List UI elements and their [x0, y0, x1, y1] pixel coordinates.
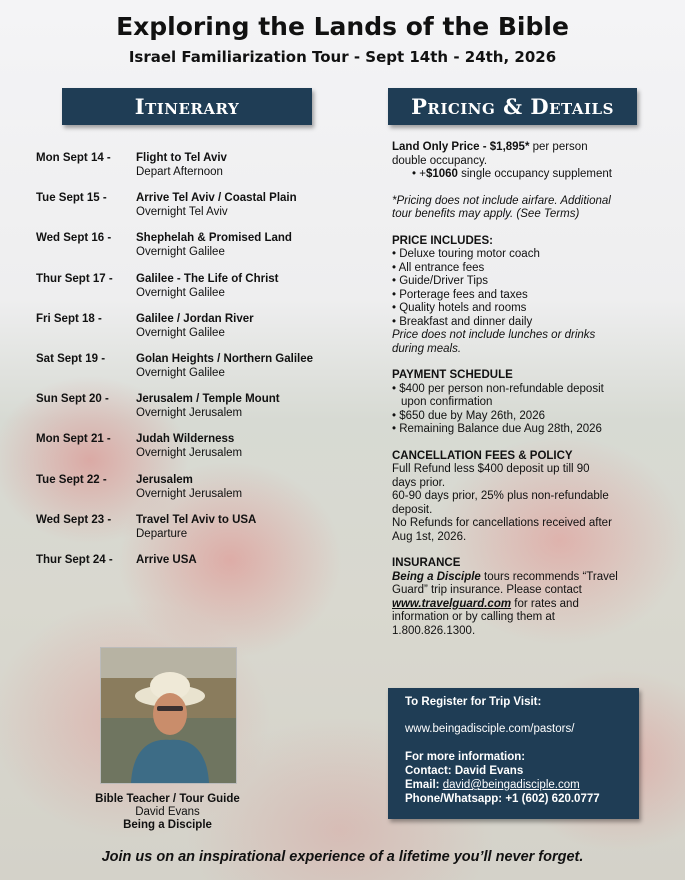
- cancellation-line: Full Refund less $400 deposit up till 90: [392, 463, 590, 475]
- payment-heading: PAYMENT SCHEDULE: [392, 369, 513, 381]
- itinerary-item: [36, 513, 356, 553]
- insurance-text: [392, 571, 654, 585]
- itinerary-place: Jerusalem / Temple Mount: [136, 393, 280, 406]
- cancellation-heading: CANCELLATION FEES & POLICY: [392, 449, 573, 462]
- cancellation-line: days prior.: [392, 476, 446, 489]
- pricing-details: [392, 141, 654, 638]
- cancellation-line: No Refunds for cancellations received after: [392, 517, 612, 529]
- itinerary-item: [36, 191, 356, 231]
- includes-item: • Deluxe touring motor coach: [392, 248, 540, 260]
- land-only-rest: per person: [529, 141, 588, 153]
- itinerary-item: [36, 272, 356, 312]
- payment-item: • $400 per person non-refundable deposit: [392, 382, 604, 395]
- itinerary-note: Overnight Jerusalem: [136, 487, 243, 500]
- itinerary-note: Depart Afternoon: [136, 166, 223, 178]
- itinerary-place: Arrive USA: [136, 553, 197, 566]
- itinerary-item: [36, 231, 356, 271]
- registration-box: [388, 688, 639, 819]
- itinerary-heading: Itinerary: [62, 88, 312, 125]
- itinerary-note: Overnight Galilee: [136, 246, 225, 259]
- email-link[interactable]: david@beingadisciple.com: [442, 779, 580, 791]
- itinerary-place: Shephelah & Promised Land: [136, 232, 292, 245]
- page-subtitle: Israel Familiarization Tour - Sept 14th - 24th, 2026: [128, 48, 557, 66]
- itinerary-item: [36, 432, 356, 472]
- itinerary-item: [36, 553, 356, 593]
- itinerary-item: [36, 392, 356, 432]
- supplement-amount: $1060: [425, 168, 458, 180]
- insurance-text: [392, 598, 654, 612]
- info-heading-text: For more information:: [405, 751, 526, 763]
- itinerary-note: Overnight Jerusalem: [136, 407, 243, 420]
- insurance-text-part: for rates and: [511, 597, 579, 610]
- includes-item: • Guide/Driver Tips: [392, 275, 489, 287]
- itinerary-item: [36, 352, 356, 392]
- includes-item: • All entrance fees: [392, 261, 485, 274]
- guide-role: Bible Teacher / Tour Guide: [95, 793, 240, 805]
- register-url[interactable]: www.beingadisciple.com/pastors/: [405, 723, 575, 735]
- phone-line: [405, 793, 600, 807]
- email-label: Email:: [405, 779, 440, 791]
- airfare-note: tour benefits may apply. (See Terms): [392, 208, 580, 220]
- pricing-heading: Pricing & Details: [388, 88, 637, 125]
- itinerary-place: Jerusalem: [136, 473, 193, 486]
- itinerary-day: Wed Sept 16 -: [36, 232, 112, 245]
- itinerary-day: Sat Sept 19 -: [36, 352, 106, 365]
- phone-label: Phone/Whatsapp:: [405, 793, 503, 805]
- itinerary-day: Tue Sept 15 -: [36, 192, 107, 205]
- guide-org: Being a Disciple: [123, 819, 212, 831]
- includes-item: • Porterage fees and taxes: [392, 288, 528, 301]
- itinerary-day: Wed Sept 23 -: [36, 513, 112, 526]
- register-heading: [405, 696, 541, 710]
- itinerary-day: Sun Sept 20 -: [36, 393, 109, 406]
- land-only-price: [392, 141, 654, 155]
- page-title: Exploring the Lands of the Bible: [116, 12, 569, 41]
- contact-value: David Evans: [451, 765, 524, 777]
- itinerary-item: [36, 312, 356, 352]
- email-line: [405, 779, 580, 793]
- itinerary-day: Thur Sept 17 -: [36, 272, 113, 285]
- info-heading: [405, 751, 525, 765]
- itinerary-day: Fri Sept 18 -: [36, 312, 102, 325]
- insurance-text: information or by calling them at: [392, 611, 555, 623]
- airfare-note: *Pricing does not include airfare. Additional: [392, 194, 611, 207]
- itinerary-place: Golan Heights / Northern Galilee: [136, 352, 314, 365]
- itinerary-place: Galilee - The Life of Christ: [136, 272, 279, 285]
- includes-heading: PRICE INCLUDES:: [392, 234, 493, 247]
- excludes-note: during meals.: [392, 342, 462, 355]
- payment-item: upon confirmation: [401, 396, 493, 408]
- supplement-bullet: • +: [412, 168, 426, 180]
- contact-label: Contact:: [405, 765, 452, 777]
- itinerary-day: Mon Sept 14 -: [36, 152, 111, 164]
- guide-photo: [100, 647, 237, 784]
- guide-name: David Evans: [135, 806, 200, 818]
- itinerary-note: Departure: [136, 527, 188, 540]
- itinerary-note: Overnight Tel Aviv: [136, 206, 228, 219]
- phone-value: +1 (602) 620.0777: [502, 793, 600, 805]
- itinerary-note: Overnight Galilee: [136, 286, 225, 299]
- contact-line: [405, 765, 523, 779]
- itinerary-place: Flight to Tel Aviv: [136, 152, 227, 164]
- occupancy-text: double occupancy.: [392, 154, 488, 167]
- itinerary-place: Travel Tel Aviv to USA: [136, 513, 257, 526]
- payment-item: • Remaining Balance due Aug 28th, 2026: [392, 423, 602, 435]
- cancellation-line: 60-90 days prior, 25% plus non-refundable: [392, 490, 609, 502]
- itinerary-note: Overnight Galilee: [136, 366, 225, 379]
- travelguard-link[interactable]: www.travelguard.com: [392, 597, 512, 610]
- itinerary-item: [36, 151, 356, 191]
- single-supplement: [392, 168, 654, 182]
- itinerary-note: Overnight Galilee: [136, 326, 225, 339]
- insurance-text-part: tours recommends “Travel: [480, 570, 618, 583]
- insurance-phone: 1.800.826.1300.: [392, 624, 476, 637]
- includes-item: • Quality hotels and rooms: [392, 302, 527, 314]
- payment-item: • $650 due by May 26th, 2026: [392, 409, 545, 422]
- supplement-rest: single occupancy supplement: [457, 168, 612, 180]
- itinerary-place: Judah Wilderness: [136, 433, 235, 446]
- excludes-note: Price does not include lunches or drinks: [392, 329, 596, 341]
- itinerary-day: Mon Sept 21 -: [36, 433, 111, 446]
- includes-item: • Breakfast and dinner daily: [392, 315, 533, 328]
- footer-tagline: Join us on an inspirational experience of a lifetime you’ll never forget.: [101, 849, 584, 865]
- itinerary-day: Thur Sept 24 -: [36, 553, 113, 566]
- itinerary-note: Overnight Jerusalem: [136, 447, 243, 460]
- land-only-label: Land Only Price - $1,895*: [392, 141, 530, 153]
- itinerary-day: Tue Sept 22 -: [36, 473, 107, 486]
- itinerary-item: [36, 473, 356, 513]
- cancellation-line: Aug 1st, 2026.: [392, 530, 467, 543]
- register-heading-text: To Register for Trip Visit:: [405, 696, 542, 708]
- insurance-heading: INSURANCE: [392, 557, 461, 569]
- insurance-org: Being a Disciple: [392, 570, 481, 583]
- itinerary-place: Galilee / Jordan River: [136, 312, 254, 325]
- itinerary-place: Arrive Tel Aviv / Coastal Plain: [136, 192, 297, 205]
- insurance-text: Guard” trip insurance. Please contact: [392, 584, 582, 596]
- cancellation-line: deposit.: [392, 503, 433, 516]
- itinerary-list: [36, 151, 356, 593]
